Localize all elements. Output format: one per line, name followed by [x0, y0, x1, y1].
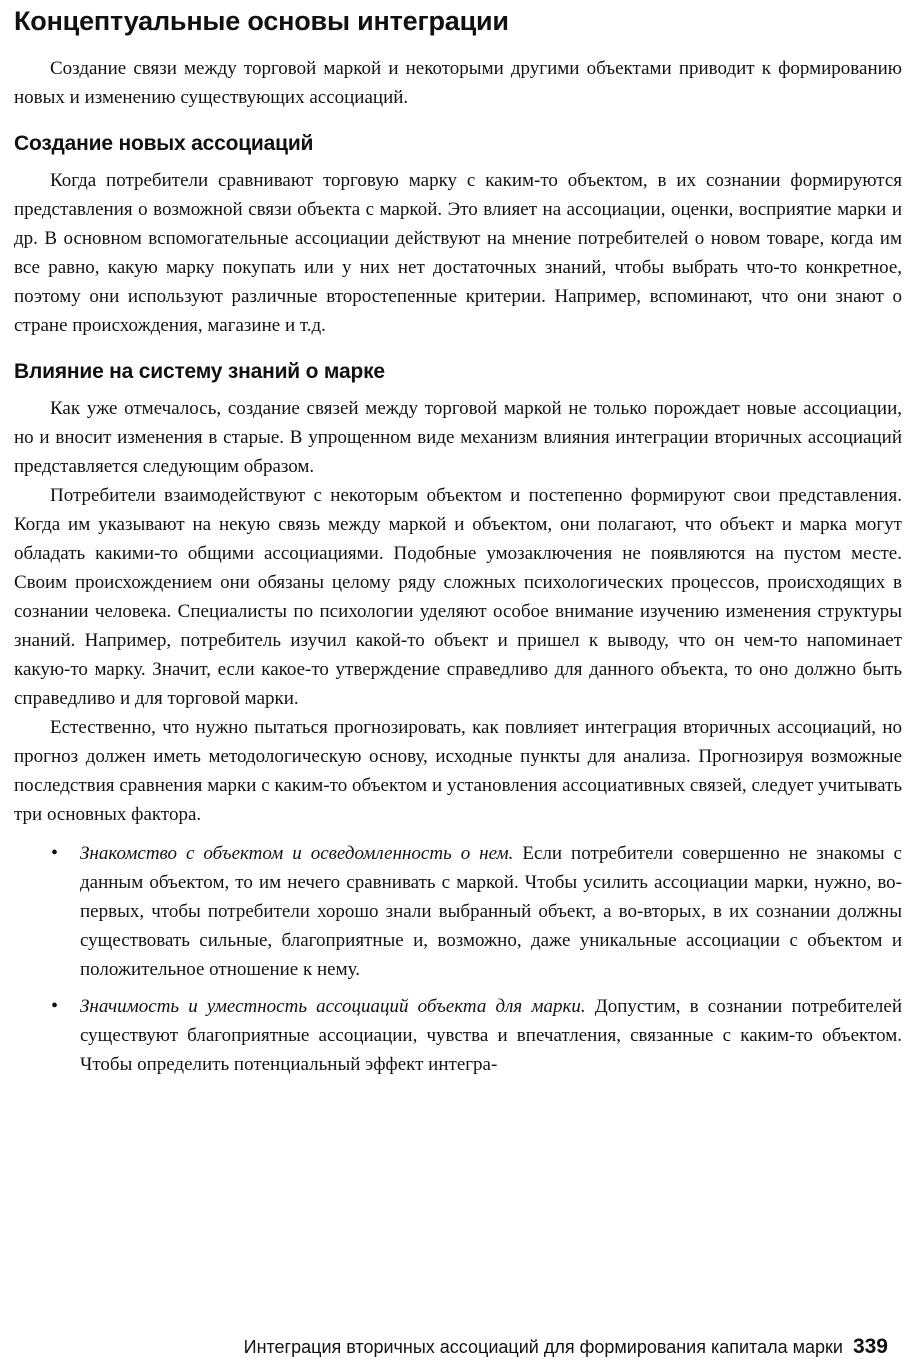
paragraph: Когда потребители сравнивают торговую марку с каким-то объектом, в их сознании формируются представления о возможной связи объекта с маркой. Это влияет на ассоциации, оценки, восприятие марки и др. В основном вспомогательные ассоциации действуют на мнение потребителей о новом товаре, когда им все равно, какую марку покупать или у них нет достаточных знаний, чтобы выбрать что-то конкретное, поэтому они используют различные второстепенные критерии. Например, вспоминают, что они знают о стране происхождения, магазине и т.д. [14, 170, 902, 336]
factor-text: Допустим, в сознании потребителей существуют благоприятные ассоциации, чувства и впечатления, связанные с каким-то объектом. Чтобы определить потенциальный эффект интегра- [80, 996, 902, 1075]
page-title: Концептуальные основы интеграции [14, 6, 509, 36]
list-item [14, 839, 902, 984]
factor-list [14, 839, 902, 1079]
factor-text: Если потребители совершенно не знакомы с данным объектом, то им нечего сравнивать с маркой. Чтобы усилить ассоциации марки, нужно, во-первых, чтобы потребители хорошо знали выбранный объект, а во-вторых, в их сознании должны существовать сильные, благоприятные и, возможно, даже уникальные ассоциации с объектом и положительное отношение к нему. [80, 843, 902, 980]
running-title: Интеграция вторичных ассоциаций для формирования капитала марки [243, 1337, 843, 1357]
intro-paragraph: Создание связи между торговой маркой и некоторыми другими объектами приводит к формированию новых и изменению существующих ассоциаций. [14, 58, 902, 108]
section-heading-knowledge-impact: Влияние на систему знаний о марке [14, 360, 385, 383]
bullet-icon: • [51, 842, 59, 864]
list-item [14, 992, 902, 1079]
paragraph: Естественно, что нужно пытаться прогнозировать, как повлияет интеграция вторичных ассоциаций, но прогноз должен иметь методологическую основу, исходные пункты для анализа. Прогнозируя возможные последствия сравнения марки с каким-то объектом и установления ассоциативных связей, следует учитывать три основных фактора. [14, 717, 902, 825]
page-number: 339 [852, 1335, 888, 1358]
factor-term: Значимость и уместность ассоциаций объекта для марки. [80, 996, 586, 1017]
page-footer [0, 1334, 888, 1360]
section-heading-new-associations: Создание новых ассоциаций [14, 132, 314, 155]
paragraph: Как уже отмечалось, создание связей между торговой маркой не только порождает новые ассоциации, но и вносит изменения в старые. В упрощенном виде механизм влияния интеграции вторичных ассоциаций представляется следующим образом. [14, 398, 902, 477]
paragraph: Потребители взаимодействуют с некоторым объектом и постепенно формируют свои представления. Когда им указывают на некую связь между маркой и объектом, они полагают, что объект и марка могут обладать какими-то общими ассоциациями. Подобные умозаключения не появляются на пустом месте. Своим происхождением они обязаны целому ряду сложных психологических процессов, происходящих в сознании человека. Специалисты по психологии уделяют особое внимание изучению изменения структуры знаний. Например, потребитель изучил какой-то объект и пришел к выводу, что он чем-то напоминает какую-то марку. Значит, если какое-то утверждение справедливо для данного объекта, то оно должно быть справедливо и для торговой марки. [14, 485, 902, 709]
factor-term: Знакомство с объектом и осведомленность о нем. [80, 843, 514, 864]
bullet-icon: • [51, 995, 59, 1017]
